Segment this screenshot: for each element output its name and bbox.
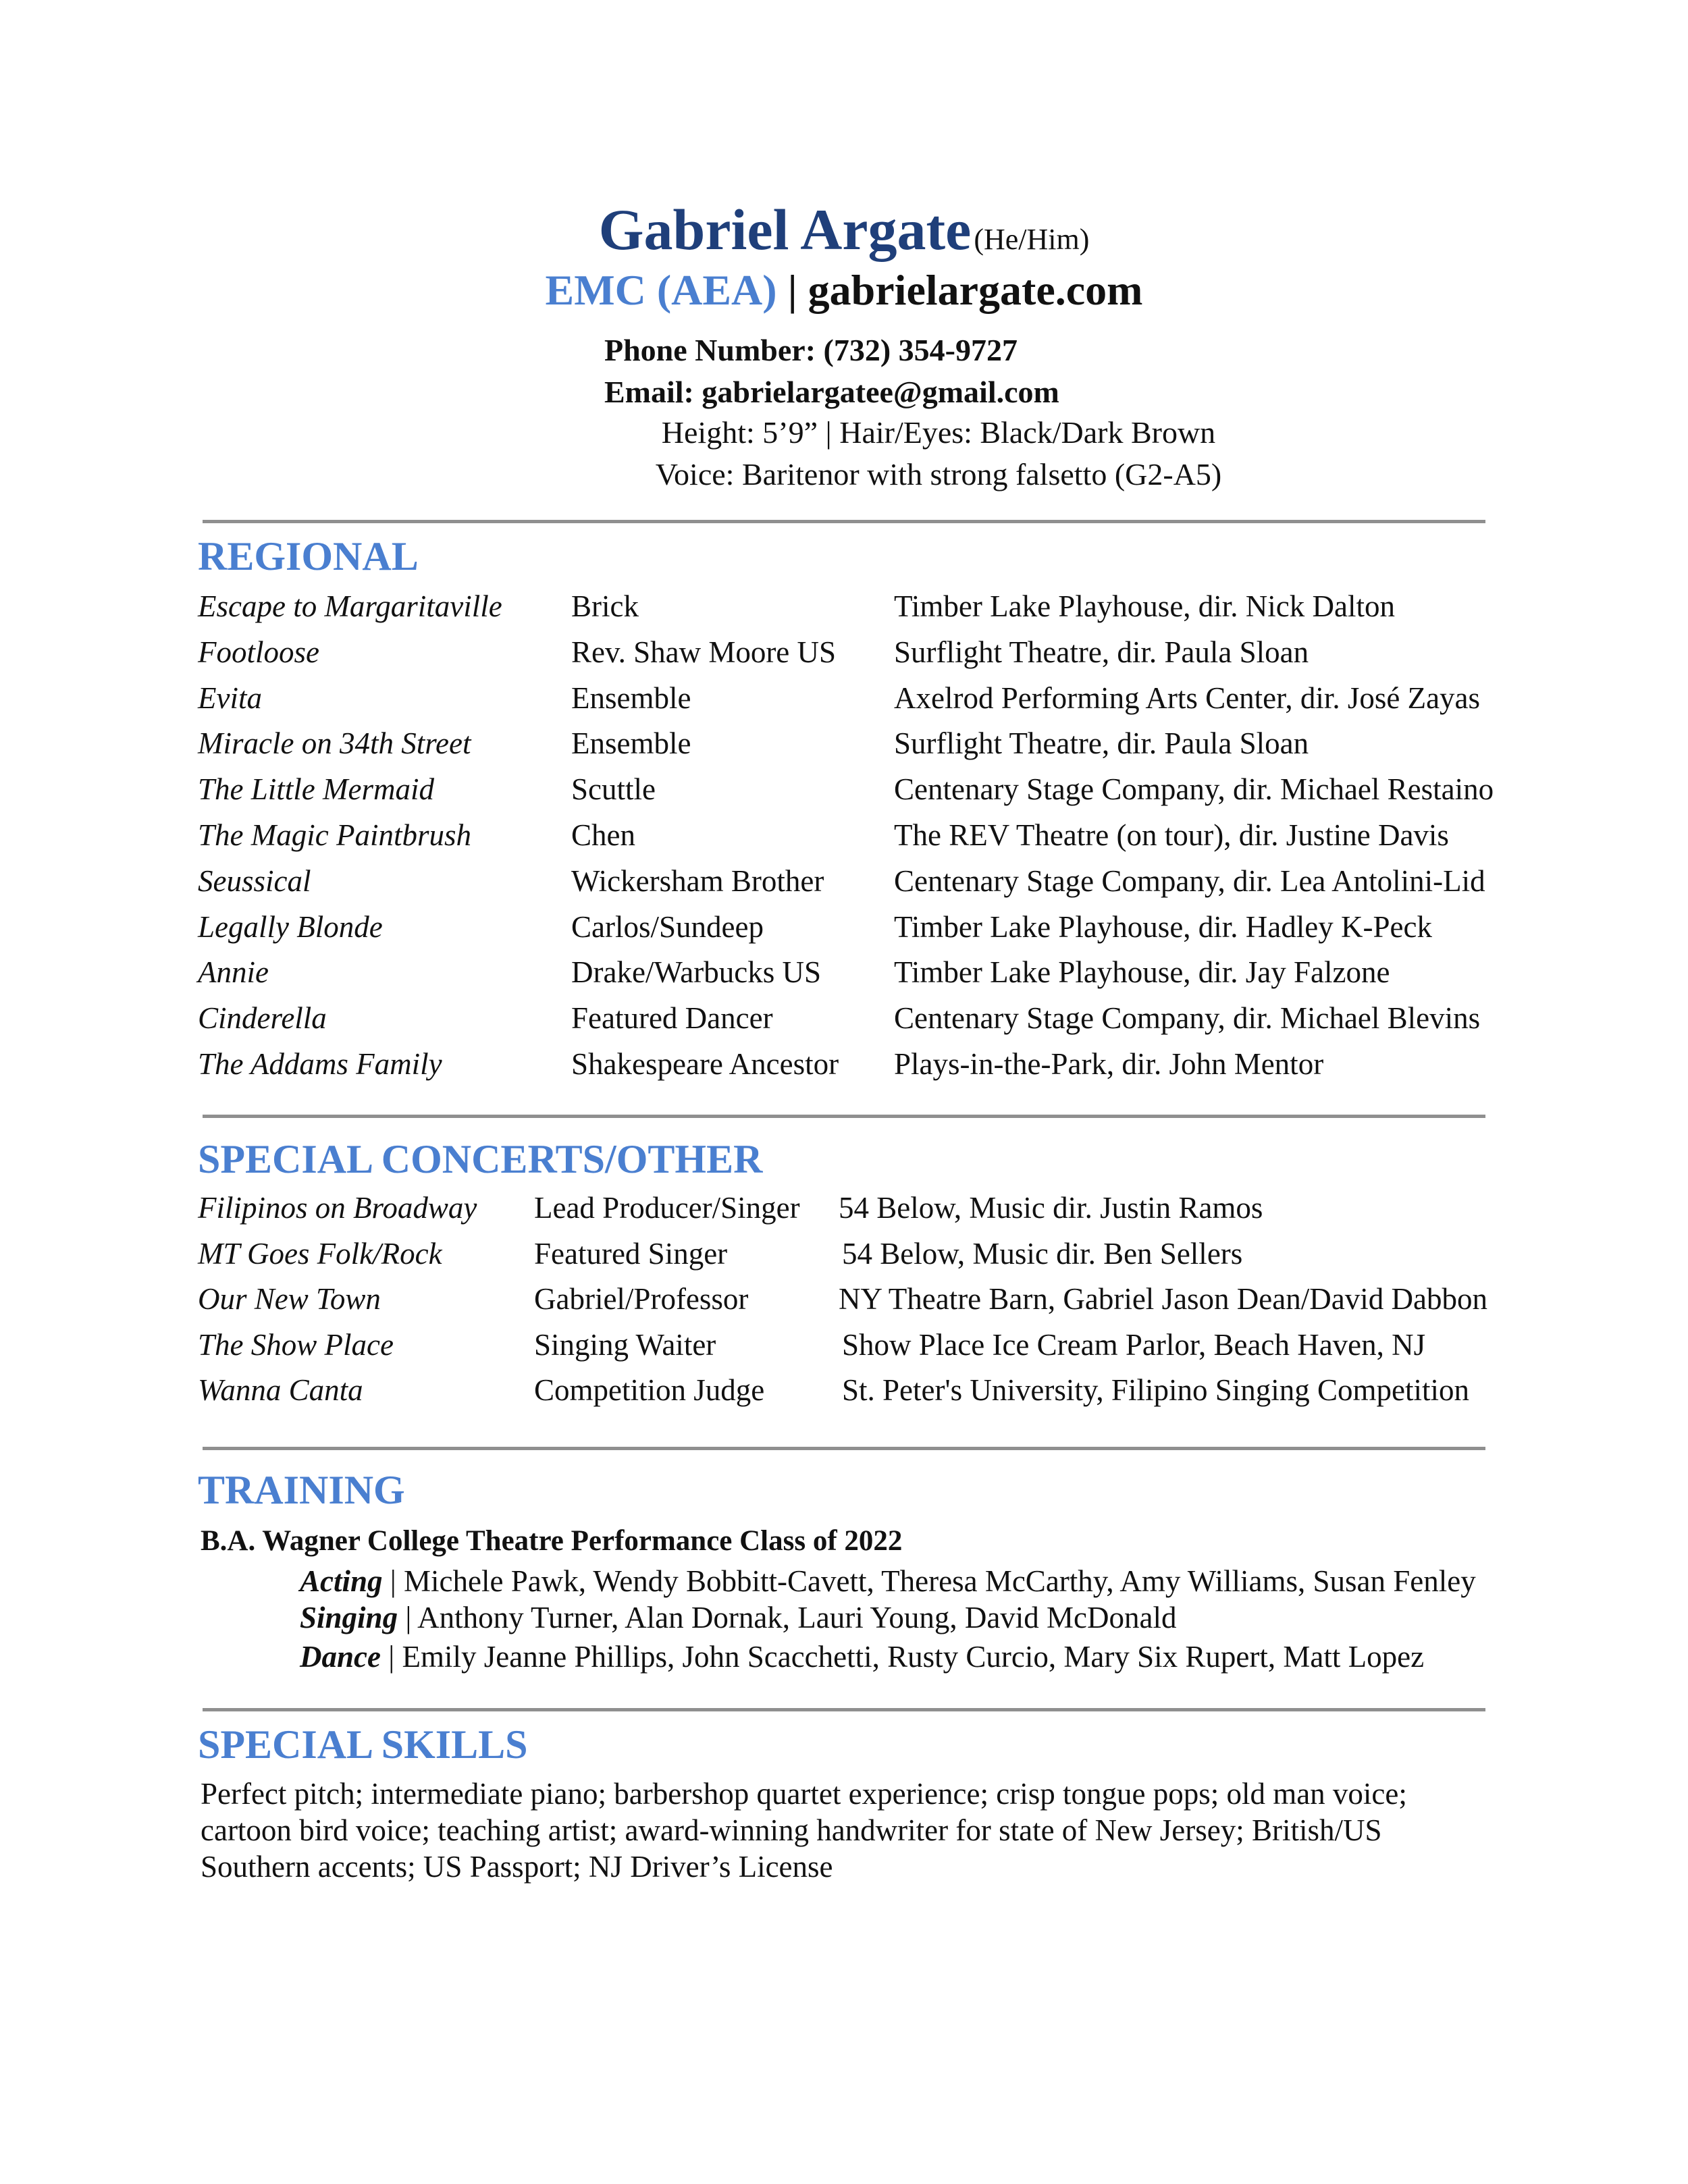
credit-venue: Timber Lake Playhouse, dir. Nick Dalton [894,589,1395,623]
divider [203,1447,1485,1450]
credit-role: Brick [571,589,639,623]
credit-show: Evita [198,681,262,715]
credit-role: Gabriel/Professor [534,1282,749,1316]
credit-role: Chen [571,818,635,852]
credit-venue: Centenary Stage Company, dir. Michael Blevins [894,1001,1481,1036]
credit-venue: Timber Lake Playhouse, dir. Hadley K-Peck [894,909,1432,944]
credit-show: Seussical [198,863,311,898]
credit-venue: Centenary Stage Company, dir. Michael Restaino [894,772,1494,807]
credit-venue: 54 Below, Music dir. Ben Sellers [842,1236,1243,1271]
training-row [300,1564,1476,1599]
credit-role: Ensemble [571,681,691,715]
credit-show: MT Goes Folk/Rock [198,1236,442,1271]
credit-show: Footloose [198,635,319,669]
credit-show: The Addams Family [198,1047,442,1081]
credit-role: Featured Dancer [571,1001,773,1036]
name-line [0,196,1688,263]
credit-show: Our New Town [198,1282,381,1316]
website-link[interactable]: gabrielargate.com [808,266,1143,314]
union-affiliation: EMC (AEA) [545,266,777,314]
credit-role: Scuttle [571,772,656,807]
credit-venue: Axelrod Performing Arts Center, dir. José Zayas [894,681,1481,715]
email-address: Email: gabrielargatee@gmail.com [604,375,1059,409]
credit-show: Wanna Canta [198,1373,363,1407]
phone-number: Phone Number: (732) 354-9727 [604,333,1018,367]
credit-venue: NY Theatre Barn, Gabriel Jason Dean/David Dabbon [839,1282,1487,1316]
training-discipline: Singing [300,1601,398,1634]
training-row [300,1639,1424,1674]
credit-show: Cinderella [198,1001,327,1036]
credit-role: Shakespeare Ancestor [571,1047,839,1081]
training-teachers-list: | Anthony Turner, Alan Dornak, Lauri Young, David McDonald [398,1601,1177,1634]
credit-role: Competition Judge [534,1373,765,1407]
credit-venue: The REV Theatre (on tour), dir. Justine Davis [894,818,1449,852]
section-title-concerts: SPECIAL CONCERTS/OTHER [198,1137,763,1181]
credit-show: Annie [198,955,269,990]
divider [203,1708,1485,1711]
credit-show: Filipinos on Broadway [198,1191,477,1225]
skills-text: Perfect pitch; intermediate piano; barbershop quartet experience; crisp tongue pops; old man voice; cartoon bird voice; teaching artist; award-winning handwriter for state of New Jersey; British/US Southern accents; US Passport; NJ Driver’s License [201,1777,1407,1884]
credit-show: The Little Mermaid [198,772,434,807]
training-teachers-list: | Emily Jeanne Phillips, John Scacchetti, Rusty Curcio, Mary Six Rupert, Matt Lopez [380,1640,1425,1674]
credit-venue: 54 Below, Music dir. Justin Ramos [839,1191,1263,1225]
separator: | [787,266,797,314]
actor-name: Gabriel Argate [598,197,972,262]
credit-show: The Show Place [198,1327,394,1362]
divider [203,1115,1485,1118]
training-teachers-list: | Michele Pawk, Wendy Bobbitt-Cavett, Theresa McCarthy, Amy Williams, Susan Fenley [382,1564,1476,1598]
credit-role: Carlos/Sundeep [571,909,764,944]
training-discipline: Acting [300,1564,383,1598]
section-title-skills: SPECIAL SKILLS [198,1722,528,1767]
training-discipline: Dance [300,1640,381,1674]
section-title-regional: REGIONAL [198,534,419,579]
divider [203,520,1485,523]
credit-role: Singing Waiter [534,1327,716,1362]
credit-venue: Plays-in-the-Park, dir. John Mentor [894,1047,1324,1081]
credit-role: Featured Singer [534,1236,728,1271]
credit-show: Miracle on 34th Street [198,726,471,761]
credit-role: Lead Producer/Singer [534,1191,800,1225]
voice-type: Voice: Baritenor with strong falsetto (G2-A5) [655,457,1222,491]
credit-role: Wickersham Brother [571,863,824,898]
credit-show: Legally Blonde [198,909,383,944]
credit-show: The Magic Paintbrush [198,818,471,852]
training-row [300,1600,1177,1635]
degree: B.A. Wagner College Theatre Performance Class of 2022 [201,1525,903,1557]
credit-venue: Centenary Stage Company, dir. Lea Antolini-Lid [894,863,1485,898]
credit-role: Rev. Shaw Moore US [571,635,837,669]
credit-role: Drake/Warbucks US [571,955,822,990]
credit-venue: Show Place Ice Cream Parlor, Beach Haven, NJ [842,1327,1426,1362]
credit-role: Ensemble [571,726,691,761]
height-hair-eyes: Height: 5’9” | Hair/Eyes: Black/Dark Brown [661,415,1216,450]
credit-venue: St. Peter's University, Filipino Singing Competition [842,1373,1469,1407]
credit-venue: Timber Lake Playhouse, dir. Jay Falzone [894,955,1390,990]
credit-venue: Surflight Theatre, dir. Paula Sloan [894,726,1309,761]
pronouns: (He/Him) [974,223,1090,256]
union-website-line [0,265,1688,315]
section-title-training: TRAINING [198,1468,405,1512]
credit-show: Escape to Margaritaville [198,589,502,623]
credit-venue: Surflight Theatre, dir. Paula Sloan [894,635,1309,669]
